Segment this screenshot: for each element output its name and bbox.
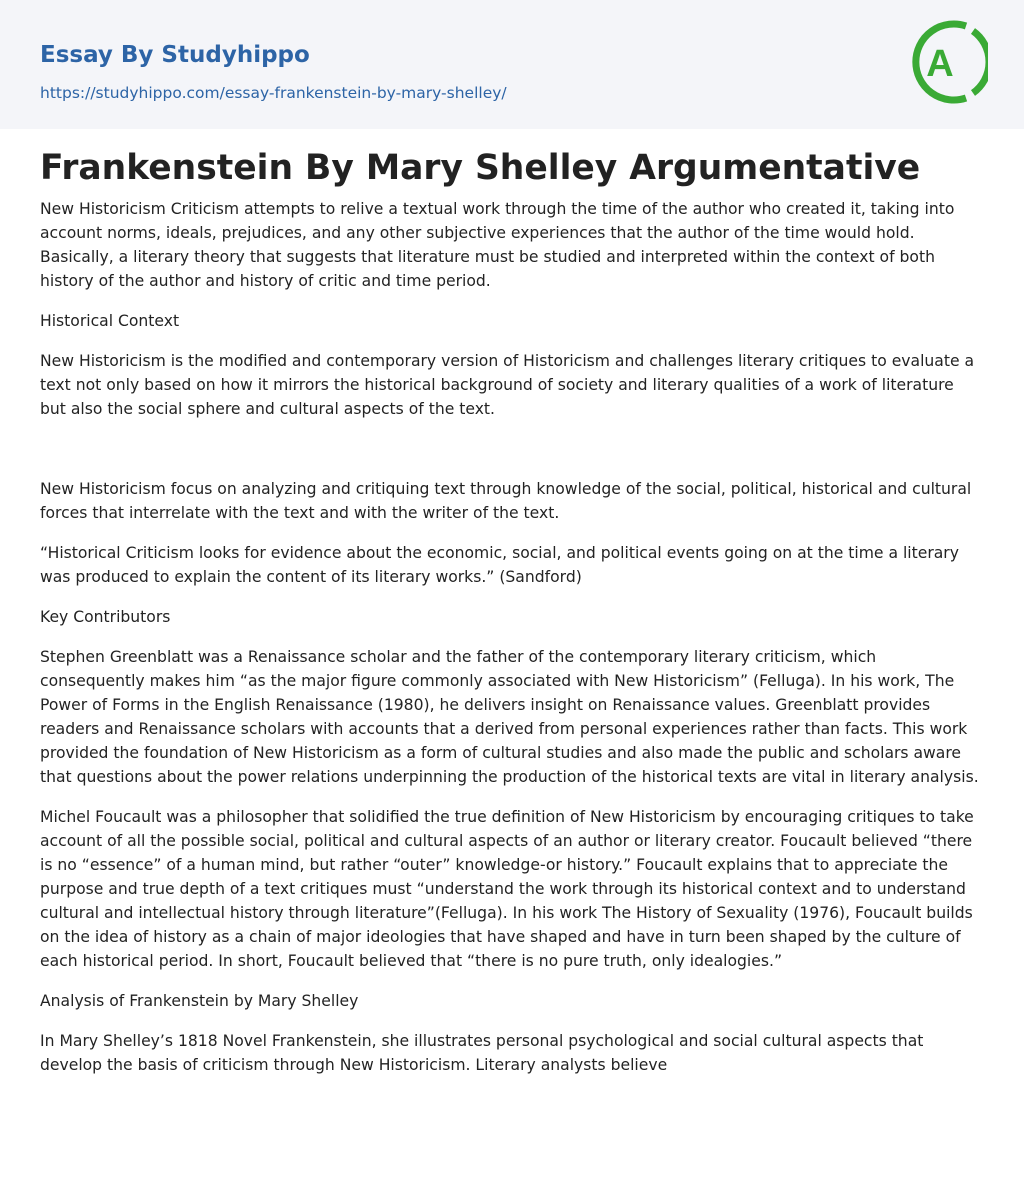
essay-url-link[interactable]: https://studyhippo.com/essay-frankenstein-by-mary-shelley/ [40, 84, 507, 102]
logo-letter: A [926, 43, 954, 85]
section-heading-analysis: Analysis of Frankenstein by Mary Shelley [40, 992, 359, 1010]
studyhippo-logo-icon[interactable] [910, 18, 988, 106]
section-heading-historical-context: Historical Context [40, 312, 180, 330]
paragraph-greenblatt: Stephen Greenblatt was a Renaissance scholar and the father of the contemporary literary criticism, which consequently makes him “as the major figure commonly associated with New Historicism” (Felluga). In his work, The Power of Forms in the English Renaissance (1980), he delivers insight on Renaissance values. Greenblatt provides readers and Renaissance scholars with accounts that a derived from personal experiences rather than facts. This work provided the foundation of New Historicism as a form of cultural studies and also made the public and scholars aware that questions about the power relations underpinning the production of the historical texts are vital in literary analysis. [40, 648, 979, 786]
site-title[interactable]: Essay By Studyhippo [40, 42, 310, 68]
paragraph-intro: New Historicism Criticism attempts to relive a textual work through the time of the author who created it, taking into account norms, ideals, prejudices, and any other subjective experiences that the author of the time would hold. Basically, a literary theory that suggests that literature must be studied and interpreted within the context of both history of the author and history of critic and time period. [40, 200, 955, 290]
article-body [40, 143, 984, 1093]
paragraph-spacer [40, 437, 984, 477]
page-title: Frankenstein By Mary Shelley Argumentative [40, 148, 921, 188]
section-heading-key-contributors: Key Contributors [40, 608, 171, 626]
paragraph-historicism-definition: New Historicism is the modified and contemporary version of Historicism and challenges literary critiques to evaluate a text not only based on how it mirrors the historical background of society and literary qualities of a work of literature but also the social sphere and cultural aspects of the text. [40, 352, 975, 418]
paragraph-analysis: In Mary Shelley’s 1818 Novel Frankenstein, she illustrates personal psychological and social cultural aspects that develop the basis of criticism through New Historicism. Literary analysts believe [40, 1032, 924, 1074]
site-header [0, 0, 1024, 129]
paragraph-historicism-focus: New Historicism focus on analyzing and critiquing text through knowledge of the social, political, historical and cultural forces that interrelate with the text and with the writer of the text. [40, 480, 972, 522]
paragraph-quote-sandford: “Historical Criticism looks for evidence about the economic, social, and political events going on at the time a literary was produced to explain the content of its literary works.” (Sandford) [40, 544, 959, 586]
paragraph-foucault: Michel Foucault was a philosopher that solidified the true definition of New Historicism by encouraging critiques to take account of all the possible social, political and cultural aspects of an author or literary creator. Foucault believed “there is no “essence” of a human mind, but rather “outer” knowledge-or history.” Foucault explains that to appreciate the purpose and true depth of a text critiques must “understand the work through its historical context and to understand cultural and intellectual history through literature”(Felluga). In his work The History of Sexuality (1976), Foucault builds on the idea of history as a chain of major ideologies that have shaped and have in turn been shaped by the culture of each historical period. In short, Foucault believed that “there is no pure truth, only idealogies.” [40, 808, 974, 970]
